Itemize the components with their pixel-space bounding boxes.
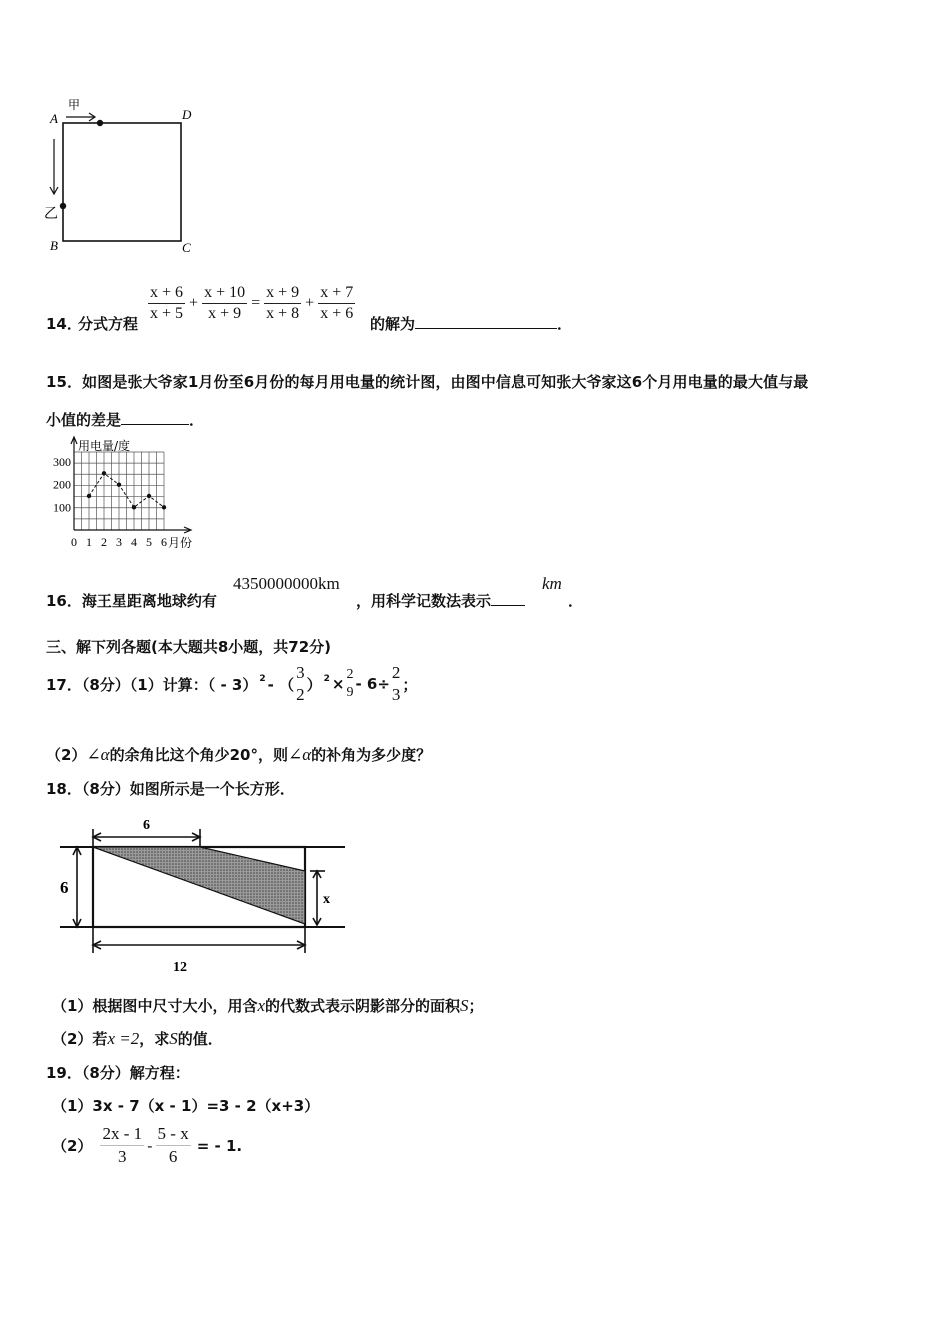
q18-p2-text-a: （2）若	[52, 1030, 108, 1048]
q17-semicolon: ；	[402, 675, 418, 694]
y-axis-label: 用电量/度	[78, 439, 131, 453]
section-3-title: 三、解下列各题(本大题共8小题，共72分)	[46, 638, 332, 656]
q18-p2-text-b: ，求	[139, 1030, 170, 1048]
rectangle-figure	[55, 815, 345, 980]
x-tick-label: 6	[161, 535, 167, 549]
q19-minus: -	[147, 1136, 153, 1155]
point-yi	[60, 203, 66, 209]
q16-distance: 4350000000km	[233, 574, 340, 593]
dim-right: x	[323, 892, 330, 907]
q18-p2-equation: x =2	[107, 1029, 140, 1048]
x-tick-label: 3	[116, 535, 122, 549]
label-yi: 乙	[44, 206, 58, 222]
x-tick-label: 1	[86, 535, 92, 549]
dim-bottom: 12	[173, 960, 187, 975]
q18-p1-var-x: x	[257, 996, 265, 1015]
q14-plus-1: +	[189, 294, 199, 312]
q16-end: ．	[568, 592, 584, 610]
q17-part2-text-c: 的补角为多少度？	[311, 746, 432, 764]
q17-exponent-1: 2	[259, 674, 266, 684]
q17-fraction-2-3: 2 3	[391, 663, 401, 704]
q18-p1-var-s: S	[460, 996, 469, 1015]
y-tick-label: 300	[53, 455, 71, 469]
q17-angle-1: ∠α	[86, 745, 110, 764]
q14-tail-text: 的解为	[370, 315, 416, 333]
dim-top: 6	[143, 818, 150, 833]
dim-left: 6	[60, 878, 69, 897]
q14-end: ．	[557, 315, 573, 333]
q18-p1-text-b: 的代数式表示阴影部分的面积	[265, 997, 461, 1015]
square-abcd-figure	[40, 95, 210, 260]
q16-lead: 16．海王星距离地球约有	[46, 592, 217, 610]
point-jia	[97, 120, 103, 126]
q19-lead: 19．（8分）解方程：	[46, 1064, 190, 1082]
q14-plus-2: +	[305, 294, 315, 312]
q18-part-2	[52, 1028, 223, 1049]
q19-fraction-2: $\frac{5 - x}{6}$	[157, 1124, 189, 1166]
q16-answer-blank[interactable]	[491, 605, 525, 606]
q17-angle-2: ∠α	[288, 745, 312, 764]
data-point	[132, 505, 136, 509]
q17-divide: - 6÷	[355, 675, 390, 693]
q19-part-2	[52, 1124, 242, 1167]
label-D: D	[182, 107, 192, 122]
q14-answer-blank[interactable]	[415, 328, 557, 329]
q15-answer-blank[interactable]	[121, 424, 189, 425]
q18-p2-text-c: 的值．	[177, 1030, 223, 1048]
q17-times: ×	[331, 675, 345, 693]
x-tick-label: 4	[131, 535, 137, 549]
q18-p1-text-a: （1）根据图中尺寸大小，用含	[52, 997, 258, 1015]
q17-minus: - （	[267, 675, 295, 694]
q14-fraction-1: $\frac{x + 6}{x + 5}$	[150, 284, 184, 322]
data-point	[102, 471, 106, 475]
data-point	[147, 494, 151, 498]
q17-fraction-3-2: 3 2	[296, 663, 305, 704]
q16-mid-text: ，用科学记数法表示	[356, 592, 492, 610]
q17-fraction-2-9: 2 9	[346, 667, 354, 700]
q14-equals: =	[251, 294, 261, 312]
q18-part-1	[52, 995, 484, 1016]
q19-fraction-1: $\frac{2x - 1}{3}$	[102, 1124, 143, 1166]
y-tick-label: 100	[53, 500, 71, 515]
x-axis-label: 月份	[168, 536, 193, 550]
q14-equation	[148, 284, 355, 323]
q17-close-paren: ）	[306, 675, 322, 694]
q15-end: ．	[189, 411, 205, 429]
q19-p2-label: （2）	[52, 1137, 93, 1155]
data-point	[162, 505, 166, 509]
label-B: B	[50, 238, 58, 253]
q18-p2-var-s: S	[169, 1029, 178, 1048]
x-tick-label: 2	[101, 535, 107, 549]
q17-lead: 17．（8分）（1）计算：（ - 3）	[46, 675, 258, 694]
x-tick-label: 5	[146, 535, 152, 549]
q14-number: 14．	[46, 315, 82, 333]
q14-lead: 分式方程	[78, 315, 139, 333]
q17-exponent-2: 2	[323, 674, 330, 684]
square-outline	[63, 123, 181, 241]
q19-rhs: = - 1.	[196, 1136, 243, 1155]
q16-unit: km	[542, 574, 562, 593]
q14-fraction-2: $\frac{x + 10}{x + 9}$	[204, 284, 246, 322]
q18-p1-text-c: ；	[468, 997, 484, 1015]
shaded-region	[93, 847, 305, 924]
q15-line-2	[46, 409, 204, 430]
q17-line-1	[46, 660, 417, 708]
q17-part2-label: （2）	[46, 746, 87, 764]
electricity-usage-chart	[40, 434, 215, 554]
q14-tail	[370, 313, 572, 334]
x-tick-label: 0	[71, 535, 77, 549]
q17-part2-text-b: 的余角比这个角少20°，则	[109, 746, 288, 764]
q16-mid	[356, 590, 525, 611]
label-C: C	[182, 240, 191, 255]
q17-line-2	[46, 744, 431, 765]
data-point	[117, 482, 121, 486]
data-point	[87, 494, 91, 498]
label-jia: 甲	[68, 98, 81, 112]
q19-part-1: （1）3x - 7（x - 1）=3 - 2（x+3）	[52, 1097, 320, 1115]
y-tick-label: 200	[53, 477, 71, 492]
q14-fraction-4: $\frac{x + 7}{x + 6}$	[320, 284, 354, 322]
label-A: A	[50, 111, 58, 126]
q15-line-1: 15．如图是张大爷家1月份至6月份的每月用电量的统计图，由图中信息可知张大爷家这6个月用电量的最大值与最	[46, 373, 809, 391]
q15-line-2-text: 小值的差是	[46, 411, 122, 429]
q18-lead: 18．（8分）如图所示是一个长方形．	[46, 780, 295, 798]
q14-fraction-3: $\frac{x + 9}{x + 8}$	[266, 284, 300, 322]
